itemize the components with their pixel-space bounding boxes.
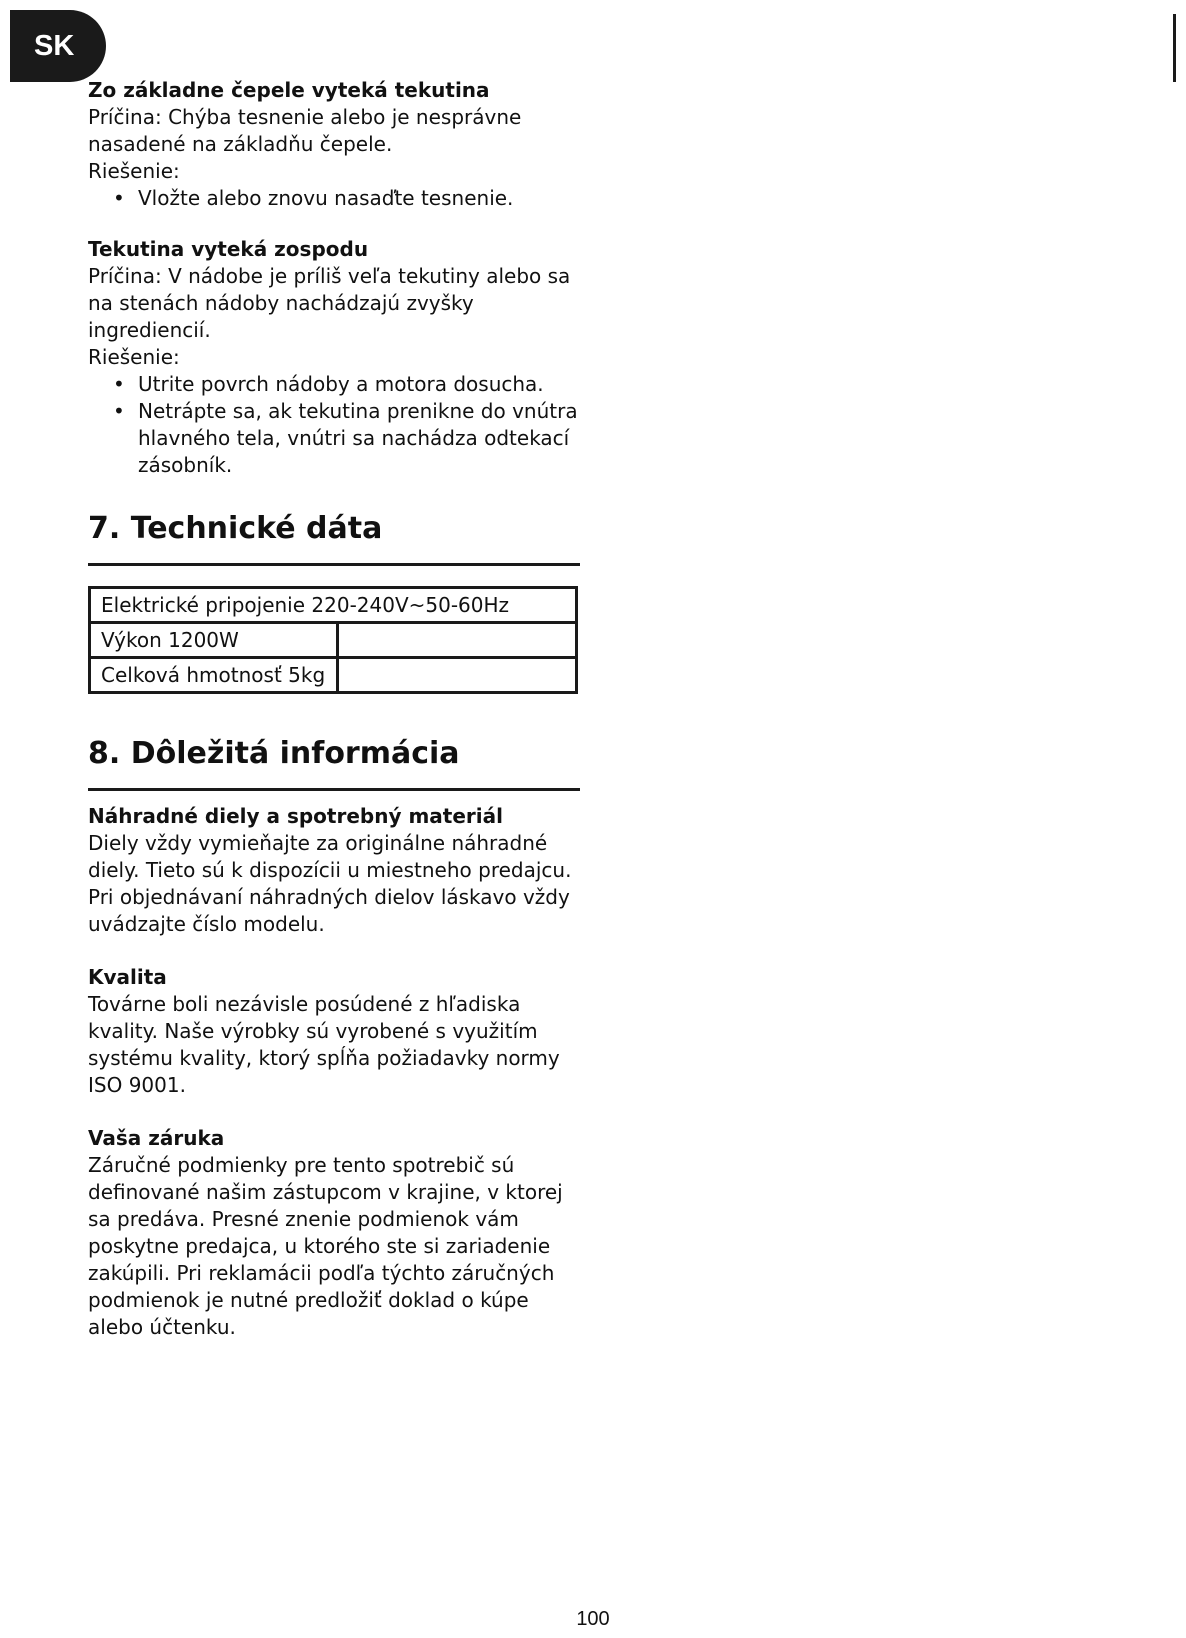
spare-parts-title: Náhradné diely a spotrebný materiál [88,804,503,828]
important-info-section [88,734,588,1341]
spare-parts-text: Diely vždy vymieňajte za originálne náhradné diely. Tieto sú k dispozícii u miestneho predajcu. Pri objednávaní náhradných dielov láskavo vždy uvádzajte číslo modelu. [88,831,572,936]
section-title: Tekutina vyteká zospodu [88,237,369,261]
solution-list [88,371,588,479]
section-heading: 8. Dôležitá informácia [88,736,460,771]
warranty-title: Vaša záruka [88,1126,225,1150]
warranty-text: Záručné podmienky pre tento spotrebič sú definované našim zástupcom v krajine, v ktorej sa predáva. Presné znenie podmienok vám poskytne predajca, u ktorého ste si zariadenie zakúpili. Pri reklamácii podľa týchto záručných podmienok je nutné predložiť doklad o kúpe alebo účtenku. [88,1153,563,1339]
table-cell-empty [338,658,577,693]
heading-rule [88,563,580,566]
quality-text: Továrne boli nezávisle posúdené z hľadiska kvality. Naše výrobky sú vyrobené s využitím systému kvality, ktorý spĺňa požiadavky normy ISO 9001. [88,992,560,1097]
table-cell: Celková hmotnosť 5kg [90,658,338,693]
list-item: • Vložte alebo znovu nasaďte tesnenie. [113,186,514,210]
table-row [90,658,577,693]
quality-title: Kvalita [88,965,167,989]
solution-label: Riešenie: [88,159,180,183]
cause-text: Príčina: Chýba tesnenie alebo je nesprávne nasadené na základňu čepele. [88,105,522,156]
page-edge-marker [1173,14,1176,82]
page-number: 100 [576,1608,610,1630]
tech-data-table [88,586,578,694]
cause-text: Príčina: V nádobe je príliš veľa tekutiny alebo sa na stenách nádoby nachádzajú zvyšky ingrediencií. [88,264,571,342]
language-tab: SK [10,10,106,82]
bullet-icon: • [113,372,125,396]
table-cell: Elektrické pripojenie 220-240V~50-60Hz [90,588,577,623]
troubleshoot-blade-leak [88,77,588,212]
page-content [88,77,588,1341]
section-title: Zo základne čepele vyteká tekutina [88,78,490,102]
troubleshoot-bottom-leak [88,236,588,479]
bullet-icon: • [113,399,125,423]
bullet-icon: • [113,186,125,210]
table-cell-empty [338,623,577,658]
solution-label: Riešenie: [88,345,180,369]
table-row [90,588,577,623]
section-heading: 7. Technické dáta [88,511,383,546]
tech-data-section [88,509,588,694]
table-row [90,623,577,658]
list-item: • Netrápte sa, ak tekutina prenikne do vnútra hlavného tela, vnútri sa nachádza odtekací zásobník. [113,399,578,477]
list-item: • Utrite povrch nádoby a motora dosucha. [113,372,544,396]
table-cell: Výkon 1200W [90,623,338,658]
solution-list [88,185,588,212]
